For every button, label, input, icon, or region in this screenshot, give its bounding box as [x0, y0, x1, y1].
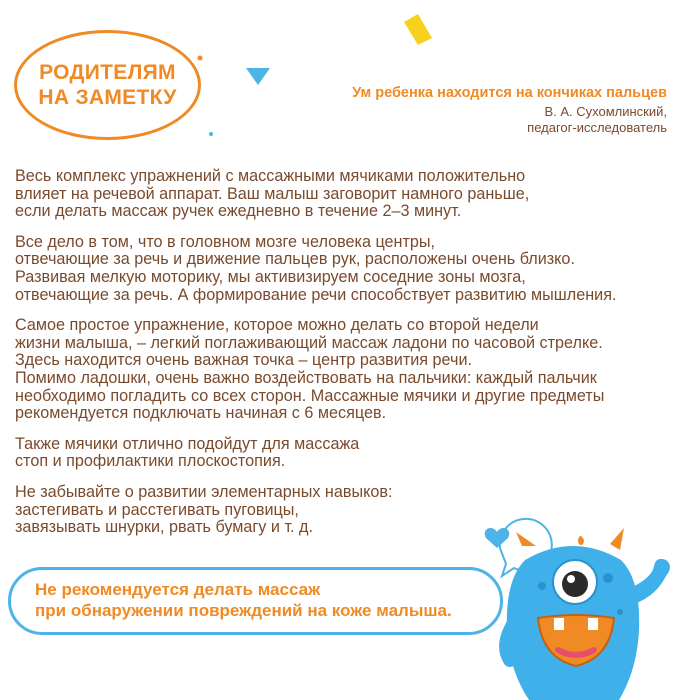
- paragraph-5: Не забывайте о развитии элементарных навыков: застегивать и расстегивать пуговицы, завязывать шнурки, рвать бумагу и т. д.: [15, 482, 393, 537]
- decor-dot: [198, 56, 203, 61]
- sweat-drop: [578, 536, 584, 545]
- epigraph-author: В. А. Сухомлинский,: [544, 104, 667, 119]
- mascot-illustration: [430, 500, 685, 700]
- paragraph-1: Весь комплекс упражнений с массажными мячиками положительно влияет на речевой аппарат. Ваш малыш заговорит намного раньше, если делать массаж ручек ежедневно в течение 2–3 минут.: [15, 167, 530, 221]
- article-body: [15, 168, 675, 550]
- paragraph-3: Самое простое упражнение, которое можно делать со второй недели жизни малыша, – легкий поглаживающий массаж ладони по часовой стрелке. Здесь находится очень важная точка – центр развития речи. Помимо ладошки, очень важно воздействовать на пальчики: каждый пальчик необходимо погладить со всех сторон. Массажные мячики и другие предметы рекомендуется подключать начиная с 6 месяцев.: [15, 316, 605, 423]
- blue-triangle: [246, 68, 270, 85]
- paragraph-2: Все дело в том, что в головном мозге человека центры, отвечающие за речь и движение пальцев рук, расположены очень близко. Развивая мелкую моторику, мы активизируем соседние зоны мозга, отвечающие за речь. А формирование речи способствует развитию мышления.: [15, 232, 617, 304]
- yellow-confetti: [404, 14, 432, 45]
- epigraph-author-role: педагог-исследователь: [527, 120, 667, 135]
- badge-title-line2: НА ЗАМЕТКУ: [38, 86, 177, 109]
- warning-note: [8, 567, 503, 635]
- warning-note-text: Не рекомендуется делать массаж при обнаружении повреждений на коже малыша.: [35, 580, 452, 620]
- paragraph-4: Также мячики отлично подойдут для массажа стоп и профилактики плоскостопия.: [15, 434, 360, 471]
- blue-monster-mascot: [506, 528, 670, 700]
- epigraph: [267, 84, 667, 136]
- badge-title-line1: РОДИТЕЛЯМ: [39, 61, 176, 84]
- decor-dot: [209, 132, 213, 136]
- epigraph-quote: Ум ребенка находится на кончиках пальцев: [352, 85, 667, 101]
